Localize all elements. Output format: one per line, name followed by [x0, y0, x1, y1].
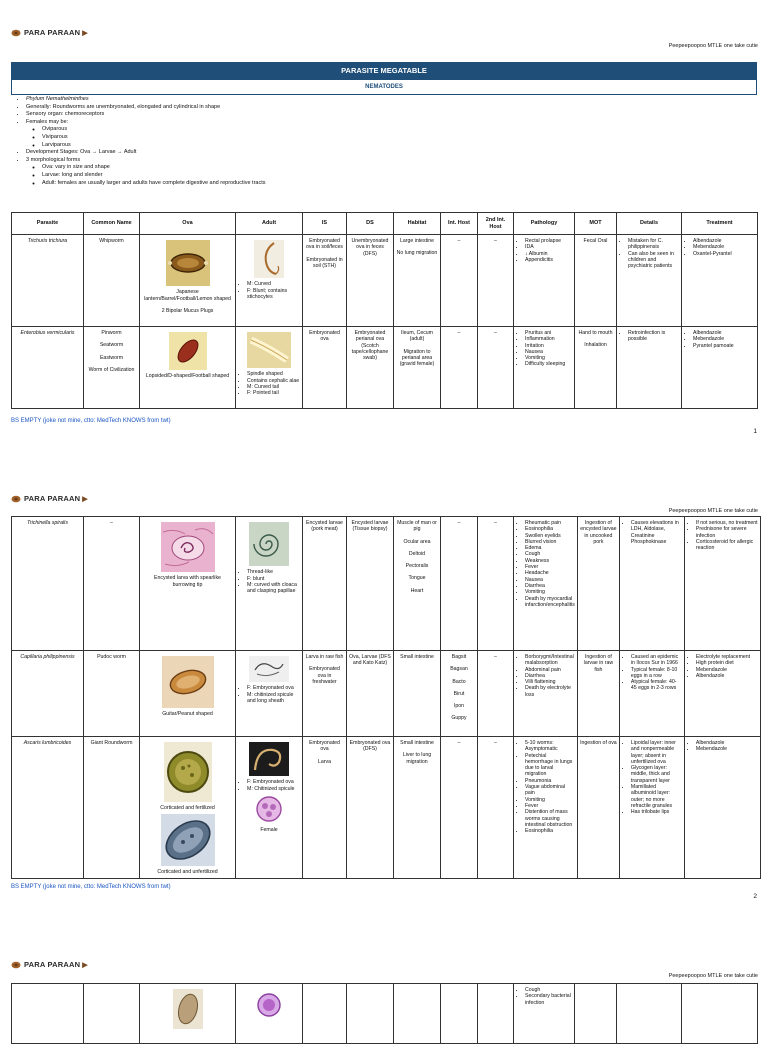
is-cell	[303, 235, 347, 327]
capillaria-ova-image	[162, 656, 214, 708]
habitat-text: Ileum, Cecum (adult)	[401, 330, 433, 343]
common-name-text: Eastworm	[99, 354, 124, 361]
intro-item: • Phylum Nemathelminthes	[26, 96, 265, 104]
pathology-item: • Swollen eyelids	[525, 533, 575, 539]
pathology-item: • Distention of mass worms causing intestinal obstruction	[525, 809, 575, 828]
parasite-name: Capillaria philippinensis	[12, 651, 84, 737]
ds-cell	[347, 984, 394, 1044]
logo-text: PARA PARAAN	[24, 494, 81, 503]
intro-subitem: ◦ Adult: females are usually larger and adults have complete digestive and reproductive tracts	[42, 180, 265, 188]
habitat-text: Small intestine	[400, 740, 434, 746]
treatment-item: • Mebendazole	[696, 746, 758, 752]
adult-feature: • M: chitinized spicule and long sheath	[247, 692, 300, 705]
adult-feature: • Contains cephalic alae	[247, 378, 300, 384]
ova-cell	[140, 651, 236, 737]
enterobius-ova-image	[169, 332, 207, 370]
pathology-item: • Headache	[525, 570, 575, 576]
pathology-item: • Death by myocardial infarction/encephalitis	[525, 596, 575, 609]
nematode-table-3	[11, 983, 758, 1044]
treatment-cell	[684, 651, 760, 737]
is-cell	[303, 737, 347, 879]
ova-image	[173, 989, 203, 1029]
col-header: IS	[303, 213, 347, 235]
common-name-text: Seatworm	[99, 342, 124, 349]
col-header: Parasite	[12, 213, 84, 235]
ova-description: Guitar/Peanut shaped	[162, 711, 213, 718]
habitat-text: Large intestine	[399, 238, 435, 244]
ascaris-unfertilized-ova-image	[161, 814, 215, 866]
treatment-item: • Pyrantel pamoate	[693, 343, 755, 349]
logo-mark-icon	[11, 961, 22, 969]
ds-cell: Encysted larvae (Tissue biopsy)	[347, 517, 394, 651]
pathology-item: • Abdominal pain	[525, 667, 575, 673]
details-cell	[617, 327, 682, 409]
treatment-cell	[682, 235, 758, 327]
adult-feature: • F: Embryonated ova	[247, 685, 300, 691]
logo-mark-icon	[11, 495, 22, 503]
section-subtitle: NEMATODES	[11, 79, 757, 95]
table-row	[12, 984, 758, 1044]
mot-cell: Ingestion of larvae in raw fish	[577, 651, 619, 737]
parasite-name: Enterobius vermicularis	[12, 327, 84, 409]
ova-description: Encysted larva with spearlike burrowing tip	[154, 575, 221, 588]
int-host-cell: –	[441, 327, 478, 409]
ova-cell	[140, 737, 236, 879]
pathology-item: • Rectal prolapse	[525, 238, 572, 244]
intro-list	[16, 96, 265, 187]
logo-text: PARA PARAAN	[24, 28, 81, 37]
pathology-item: • Cough	[525, 987, 572, 993]
pathology-item: • Blurred vision	[525, 539, 575, 545]
habitat-text: Pectoralis	[405, 563, 429, 570]
logo-mark-icon	[11, 29, 22, 37]
logo-arrow-icon: ▶	[82, 961, 88, 969]
int-host-cell: –	[441, 517, 478, 651]
mot-cell	[575, 327, 617, 409]
treatment-cell	[682, 984, 758, 1044]
treatment-item: • If not serious, no treatment	[696, 520, 758, 526]
details-cell	[619, 651, 684, 737]
details-item: • Lipoidal layer: inner and nonpermeable layer; absent in unfertilized ova	[631, 740, 682, 765]
logo	[11, 494, 88, 503]
pathology-item: • Eosinophilia	[525, 526, 575, 532]
intro-item: • Sensory organ: chemoreceptors	[26, 111, 265, 119]
adult-feature: • F: Pointed tail	[247, 390, 300, 396]
pathology-item: • Weakness	[525, 558, 575, 564]
mot-cell: Fecal Oral	[575, 235, 617, 327]
treatment-item: • High protein diet	[696, 660, 758, 666]
int-host-text: Guppy	[451, 715, 467, 722]
adult-caption: Female	[260, 827, 278, 834]
pathology-item: • Pruritus ani	[525, 330, 572, 336]
int-host-cell: –	[441, 235, 478, 327]
details-item: • Mistaken for C. philippinensis	[628, 238, 679, 251]
habitat-cell	[394, 737, 441, 879]
is-cell: Encysted larvae (pork meat)	[303, 517, 347, 651]
details-item: • Typical female: 8-10 eggs in a row	[631, 667, 682, 680]
pathology-cell	[514, 235, 575, 327]
habitat-cell	[394, 984, 441, 1044]
intro-item: • 3 morphological forms ◦ Ova: vary in size and shape ◦ Larvae: long and slender ◦ Adult: females are usually larger and adults have complete digestive and reproductive tracts	[26, 157, 265, 187]
pathology-item: • IDA	[525, 244, 572, 250]
int-host-text: Bacto	[452, 678, 466, 685]
habitat-text: Deltoid	[408, 550, 426, 557]
intro-subitem: ◦ Oviparous	[42, 126, 265, 134]
details-item: • Causes elevations in LDH, Aldolase, Creatinine Phosphokinase	[631, 520, 682, 545]
pathology-item: • Nausea	[525, 577, 575, 583]
intro-subitem: ◦ Larviparous	[42, 142, 265, 150]
pathology-item: • Borborygmi/Intestinal malabsorption	[525, 654, 575, 667]
treatment-cell	[682, 327, 758, 409]
intro-subitem: ◦ Viviparous	[42, 134, 265, 142]
int-host-2-cell: –	[478, 651, 514, 737]
details-cell	[617, 235, 682, 327]
adult-feature: • F: blunt	[247, 576, 300, 582]
habitat-text: Liver to lung migration	[402, 752, 432, 765]
page-number: 2	[753, 893, 757, 900]
adult-cell	[236, 235, 303, 327]
header-tagline: Peepeepoopoo MTLE one take cutie	[668, 508, 758, 514]
table-header-row	[12, 213, 758, 235]
common-name: Giant Roundworm	[84, 737, 140, 879]
is-text: Embryonated in soil (STH)	[306, 256, 343, 269]
ova-feature: 2 Bipolar Mucus Plugs	[161, 307, 214, 314]
col-header: Details	[617, 213, 682, 235]
treatment-item: • Albendazole	[693, 238, 755, 244]
pathology-item: • 5-10 worms: Asymptomatic	[525, 740, 575, 753]
int-host-cell: –	[441, 737, 478, 879]
details-item: • Can also be seen in children and psychiatric patients	[628, 251, 679, 270]
parasite-name: Trichinella spiralis	[12, 517, 84, 651]
ova-cell	[140, 517, 236, 651]
pathology-item: • Diarrhea	[525, 583, 575, 589]
int-host-text: Bagsit	[451, 654, 467, 660]
adult-feature: • Spindle shaped	[247, 371, 300, 377]
col-header: 2nd Int. Host	[478, 213, 514, 235]
adult-feature: • M: curved with cloaca and clasping papillae	[247, 582, 300, 595]
habitat-cell	[394, 235, 441, 327]
mot-text: Hand to mouth	[578, 330, 613, 336]
adult-feature: • F: Embryonated ova	[247, 779, 300, 785]
details-item: • Atypical female: 40-45 eggs in 2-3 rows	[631, 679, 682, 692]
habitat-text: No lung migration	[396, 250, 438, 257]
is-text: Larva	[318, 758, 331, 765]
footer-note: BS EMPTY (joke not mine, ctto: MedTech KNOWS from twt)	[11, 418, 171, 424]
col-header: Treatment	[682, 213, 758, 235]
col-header: Adult	[236, 213, 303, 235]
intro-subitem: ◦ Larvae: long and slender	[42, 172, 265, 180]
pathology-item: • Petechial hemorrhage in lungs due to larval migration	[525, 753, 575, 778]
habitat-text: Muscle of man or pig	[397, 520, 437, 533]
trichinella-larva-image	[161, 522, 215, 572]
pathology-item: • Fever	[525, 564, 575, 570]
ova-cell	[140, 984, 236, 1044]
int-host-2-cell: –	[478, 327, 514, 409]
logo-text: PARA PARAAN	[24, 960, 81, 969]
pathology-item: • Villi flattening	[525, 679, 575, 685]
col-header: MOT	[575, 213, 617, 235]
ascaris-adult-image	[249, 742, 289, 776]
details-cell	[619, 737, 684, 879]
table-row	[12, 517, 761, 651]
col-header: Common Name	[84, 213, 140, 235]
trichinella-adult-image	[249, 522, 289, 566]
pathology-item: • Vomiting	[525, 355, 572, 361]
pathology-item: • Rheumatic pain	[525, 520, 575, 526]
pathology-item: • ↓ Albumin	[525, 251, 572, 257]
ds-cell: Unembryonated ova in feces (DFS)	[347, 235, 394, 327]
table-row	[12, 737, 761, 879]
pathology-item: • Appendicitis	[525, 257, 572, 263]
treatment-item: • Mebendazole	[693, 336, 755, 342]
ova-description: Japanese lantern/Barrel/Football/Lemon shaped	[144, 289, 231, 302]
pathology-item: • Pneumonia	[525, 778, 575, 784]
pathology-item: • Eosinophilia	[525, 828, 575, 834]
common-name	[84, 984, 140, 1044]
pathology-item: • Cough	[525, 551, 575, 557]
header-tagline: Peepeepoopoo MTLE one take cutie	[668, 43, 758, 49]
common-name: Pudoc worm	[84, 651, 140, 737]
details-item: • Has trilobate lips	[631, 809, 682, 815]
pathology-item: • Fever	[525, 803, 575, 809]
col-header: Habitat	[394, 213, 441, 235]
treatment-item: • Prednisone for severe infection	[696, 526, 758, 539]
common-name: –	[84, 517, 140, 651]
trichuris-ova-image	[166, 240, 210, 286]
logo-arrow-icon: ▶	[82, 495, 88, 503]
treatment-item: • Corticosteroid for allergic reaction	[696, 539, 758, 552]
is-text: Embryonated ova	[309, 740, 340, 753]
common-name-text: Worm of Civilization	[88, 366, 135, 373]
ds-cell: Embryonated perianal ova (Scotch tape/cellophane swab)	[347, 327, 394, 409]
is-text: Larva in raw fish	[305, 654, 344, 660]
adult-feature: • M: Curved tail	[247, 384, 300, 390]
nematode-table-1	[11, 212, 758, 409]
parasite-name: Trichuris trichiura	[12, 235, 84, 327]
mot-cell	[575, 984, 617, 1044]
habitat-text: Tongue	[408, 575, 426, 582]
logo	[11, 28, 88, 37]
adult-cell	[236, 737, 303, 879]
intro-subitem: ◦ Ova: vary in size and shape	[42, 164, 265, 172]
mot-cell: Ingestion of encysted larvae in uncooked pork	[577, 517, 619, 651]
pathology-cell	[514, 984, 575, 1044]
capillaria-adult-image	[249, 656, 289, 682]
parasite-name: Ascaris lumbricoides	[12, 737, 84, 879]
logo	[11, 960, 88, 969]
habitat-text: Ocular area	[403, 538, 431, 545]
pathology-item: • Death by electrolyte loss	[525, 685, 575, 698]
table-row	[12, 327, 758, 409]
pathology-item: • Vague abdominal pain	[525, 784, 575, 797]
adult-feature: • Thread-like	[247, 569, 300, 575]
pathology-item: • Secondary bacterial infection	[525, 993, 572, 1006]
details-item: • Mamillated albuminoid layer: outer; no more refractile granules	[631, 784, 682, 809]
int-host-cell	[441, 984, 478, 1044]
trichuris-adult-image	[254, 240, 284, 278]
header-tagline: Peepeepoopoo MTLE one take cutie	[668, 973, 758, 979]
is-cell	[303, 984, 347, 1044]
is-text: Embryonated ova in freshwater	[309, 666, 340, 685]
pathology-item: • Nausea	[525, 349, 572, 355]
is-cell: Embryonated ova	[303, 327, 347, 409]
common-name: Whipworm	[84, 235, 140, 327]
int-host-2-cell	[478, 984, 514, 1044]
pathology-cell	[514, 327, 575, 409]
adult-cell	[236, 651, 303, 737]
pathology-item: • Difficulty sleeping	[525, 361, 572, 367]
page-number: 1	[753, 428, 757, 435]
parasite-name	[12, 984, 84, 1044]
treatment-item: • Oxantel-Pyrantel	[693, 251, 755, 257]
treatment-item: • Mebendazole	[696, 667, 758, 673]
int-host-2-cell: –	[478, 235, 514, 327]
logo-arrow-icon: ▶	[82, 29, 88, 37]
footer-note: BS EMPTY (joke not mine, ctto: MedTech KNOWS from twt)	[11, 884, 171, 890]
ascaris-fertilized-ova-image	[164, 742, 212, 802]
treatment-item: • Electrolyte replacement	[696, 654, 758, 660]
table-row	[12, 651, 761, 737]
col-header: Ova	[140, 213, 236, 235]
pathology-item: • Irritation	[525, 343, 572, 349]
mot-text: Inhalation	[584, 342, 607, 349]
treatment-item: • Albendazole	[693, 330, 755, 336]
treatment-item: • Albendazole	[696, 740, 758, 746]
adult-feature: • F: Blunt; contains stichocytes	[247, 288, 300, 301]
treatment-cell	[684, 517, 760, 651]
pathology-cell	[514, 517, 578, 651]
mot-cell: Ingestion of ova	[577, 737, 619, 879]
pathology-item: • Vomiting	[525, 797, 575, 803]
intro-item: • Females may be: ◦ Oviparous ◦ Viviparous ◦ Larviparous	[26, 119, 265, 149]
nematode-table-2	[11, 516, 761, 879]
int-host-text: Birut	[453, 690, 465, 697]
details-item: • Retroinfection is possible	[628, 330, 679, 343]
col-header: Pathology	[514, 213, 575, 235]
habitat-cell	[394, 517, 441, 651]
intro-item: • Development Stages: Ova → Larvae → Adult	[26, 149, 265, 157]
details-item: • Caused an epidemic in Ilocos Sur in 1966	[631, 654, 682, 667]
adult-cell	[236, 984, 303, 1044]
ova-description: Lopsided/D-shaped/Football shaped	[145, 373, 230, 380]
adult-feature: • M: Chitinized spicule	[247, 786, 300, 792]
ova-cell	[140, 235, 236, 327]
habitat-text: Migration to perianal area (gravid female)	[399, 348, 435, 368]
details-item: • Glycogen layer: middle, thick and transparent layer	[631, 765, 682, 784]
ascaris-female-image	[252, 794, 286, 824]
ova-cell	[140, 327, 236, 409]
ova-description: Corticated and unfertilized	[157, 868, 218, 875]
document-title: PARASITE MEGATABLE	[11, 62, 757, 79]
details-cell	[617, 984, 682, 1044]
int-host-2-cell: –	[478, 737, 514, 879]
pathology-cell	[514, 737, 578, 879]
int-host-2-cell: –	[478, 517, 514, 651]
pathology-item: • Vomiting	[525, 589, 575, 595]
enterobius-adult-image	[247, 332, 291, 368]
col-header: Int. Host	[441, 213, 478, 235]
table-row	[12, 235, 758, 327]
adult-cell	[236, 327, 303, 409]
pathology-item: • Edema	[525, 545, 575, 551]
common-name	[84, 327, 140, 409]
common-name-text: Pinworm	[101, 330, 122, 336]
pathology-item: • Diarrhea	[525, 673, 575, 679]
pathology-item: • Inflammation	[525, 336, 572, 342]
ds-cell: Ova, Larvae (DFS and Kato Katz)	[347, 651, 394, 737]
adult-feature: • M: Curved	[247, 281, 300, 287]
intro-item: • Generally: Roundworms are unembryonated, elongated and cylindrical in shape	[26, 104, 265, 112]
int-host-cell	[441, 651, 478, 737]
ds-cell: Embryonated ova (DFS)	[347, 737, 394, 879]
treatment-item: • Mebendazole	[693, 244, 755, 250]
pathology-cell	[514, 651, 578, 737]
col-header: DS	[347, 213, 394, 235]
is-text: Embryonated ova in soil/feces	[306, 238, 343, 251]
treatment-item: • Albendazole	[696, 673, 758, 679]
details-cell	[619, 517, 684, 651]
habitat-cell: Small intestine	[394, 651, 441, 737]
habitat-cell	[394, 327, 441, 409]
habitat-text: Heart	[410, 587, 424, 594]
adult-image	[256, 989, 282, 1021]
int-host-text: Bagsan	[450, 666, 468, 673]
is-cell	[303, 651, 347, 737]
int-host-text: Ipon	[453, 703, 465, 710]
ova-description: Corticated and fertilized	[160, 805, 215, 812]
treatment-cell	[684, 737, 760, 879]
adult-cell	[236, 517, 303, 651]
